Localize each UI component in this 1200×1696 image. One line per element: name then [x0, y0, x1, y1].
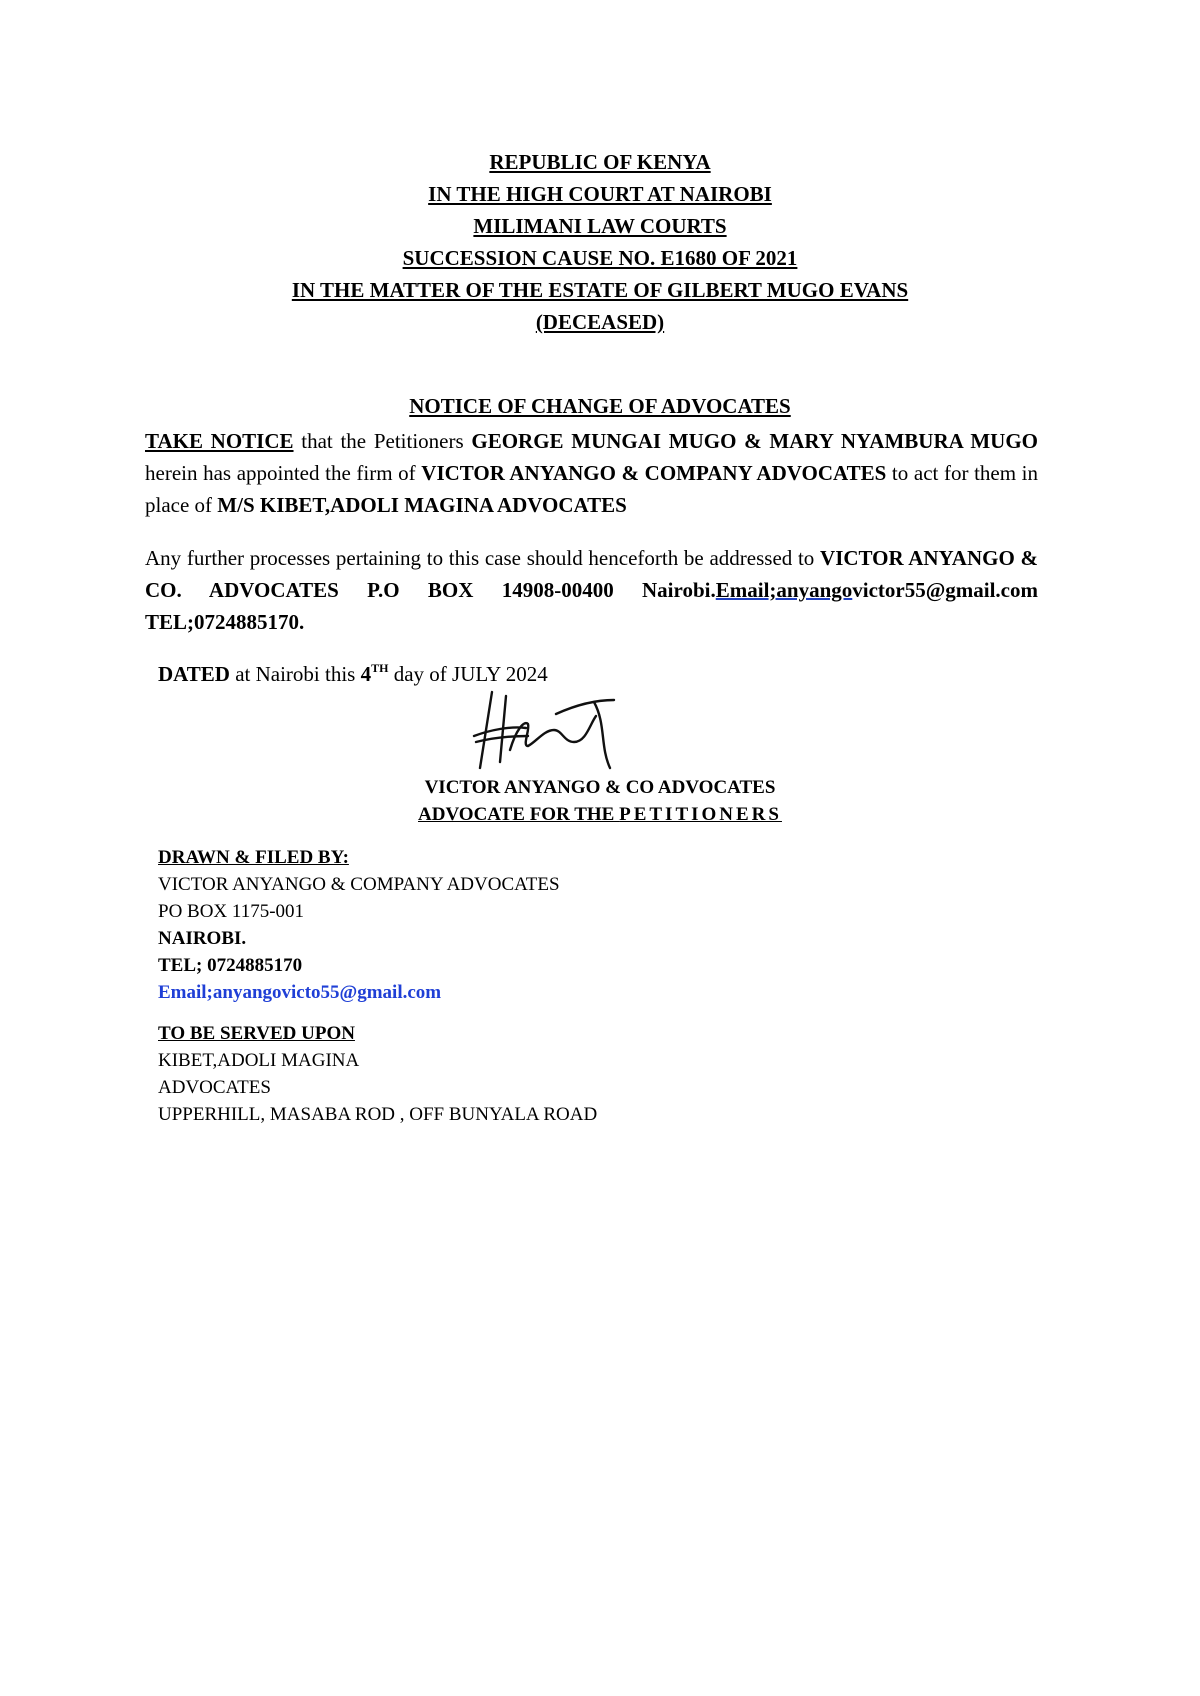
dated-text-2: day of	[388, 662, 453, 686]
heading-estate: IN THE MATTER OF THE ESTATE OF GILBERT MUGO EVANS	[291, 278, 909, 302]
court-heading	[0, 146, 1200, 338]
handwritten-signature	[470, 690, 640, 770]
para1-text-2: herein has appointed the firm of	[145, 461, 422, 485]
served-firm-line2: ADVOCATES	[158, 1077, 271, 1098]
signatory-firm: VICTOR ANYANGO & CO ADVOCATES	[424, 777, 776, 798]
served-upon-block	[158, 1020, 597, 1128]
old-firm-name: M/S KIBET,ADOLI MAGINA ADVOCATES	[217, 493, 627, 517]
drawn-heading: DRAWN & FILED BY:	[158, 847, 349, 868]
heading-republic: REPUBLIC OF KENYA	[489, 150, 711, 174]
dated-day-suffix: TH	[371, 661, 389, 675]
heading-deceased: (DECEASED)	[535, 310, 665, 334]
dated-line	[158, 659, 548, 689]
heading-law-courts: MILIMANI LAW COURTS	[473, 214, 727, 238]
heading-court: IN THE HIGH COURT AT NAIROBI	[428, 182, 772, 206]
petitioners-names: GEORGE MUNGAI MUGO & MARY NYAMBURA MUGO	[471, 429, 1038, 453]
notice-title: NOTICE OF CHANGE OF ADVOCATES	[409, 394, 791, 418]
served-firm-line1: KIBET,ADOLI MAGINA	[158, 1050, 360, 1071]
dated-day: 4	[360, 662, 372, 686]
para2-text-1: Any further processes pertaining to this case should henceforth be addressed to	[145, 546, 821, 570]
email-and-phone: victor55@gmail.com TEL;0724885170.	[145, 578, 1038, 634]
signature-block	[0, 774, 1200, 828]
new-firm-name: VICTOR ANYANGO & COMPANY ADVOCATES	[421, 461, 887, 485]
signatory-role-prefix: ADVOCATE FOR THE	[418, 804, 620, 825]
drawn-firm: VICTOR ANYANGO & COMPANY ADVOCATES	[158, 874, 560, 895]
served-heading: TO BE SERVED UPON	[158, 1023, 355, 1044]
drawn-city: NAIROBI.	[158, 928, 247, 949]
firm-address: VICTOR ANYANGO & CO. ADVOCATES P.O BOX 14908-00400 Nairobi.	[145, 546, 1038, 602]
address-paragraph	[145, 542, 1038, 638]
notice-paragraph	[145, 425, 1038, 521]
heading-cause-number: SUCCESSION CAUSE NO. E1680 OF 2021	[402, 246, 798, 270]
dated-label: DATED	[158, 662, 230, 686]
dated-text-1: at Nairobi this	[229, 662, 361, 686]
email-link[interactable]: Email;anyango	[715, 578, 853, 602]
para1-text-3: to act for them in place of	[145, 461, 1039, 517]
take-notice-label: TAKE NOTICE	[145, 429, 294, 453]
signatory-role	[0, 801, 1200, 828]
served-address: UPPERHILL, MASABA ROD , OFF BUNYALA ROAD	[158, 1104, 598, 1125]
drawn-filed-block	[158, 844, 560, 1006]
signatory-role-petitioners: PETITIONERS	[619, 804, 782, 825]
drawn-po-box: PO BOX 1175-001	[158, 901, 305, 922]
para1-text-1: that the Petitioners	[293, 429, 472, 453]
dated-month-year: JULY 2024	[452, 662, 548, 686]
drawn-tel: TEL; 0724885170	[158, 955, 303, 976]
drawn-email[interactable]: Email;anyangovicto55@gmail.com	[158, 982, 442, 1003]
